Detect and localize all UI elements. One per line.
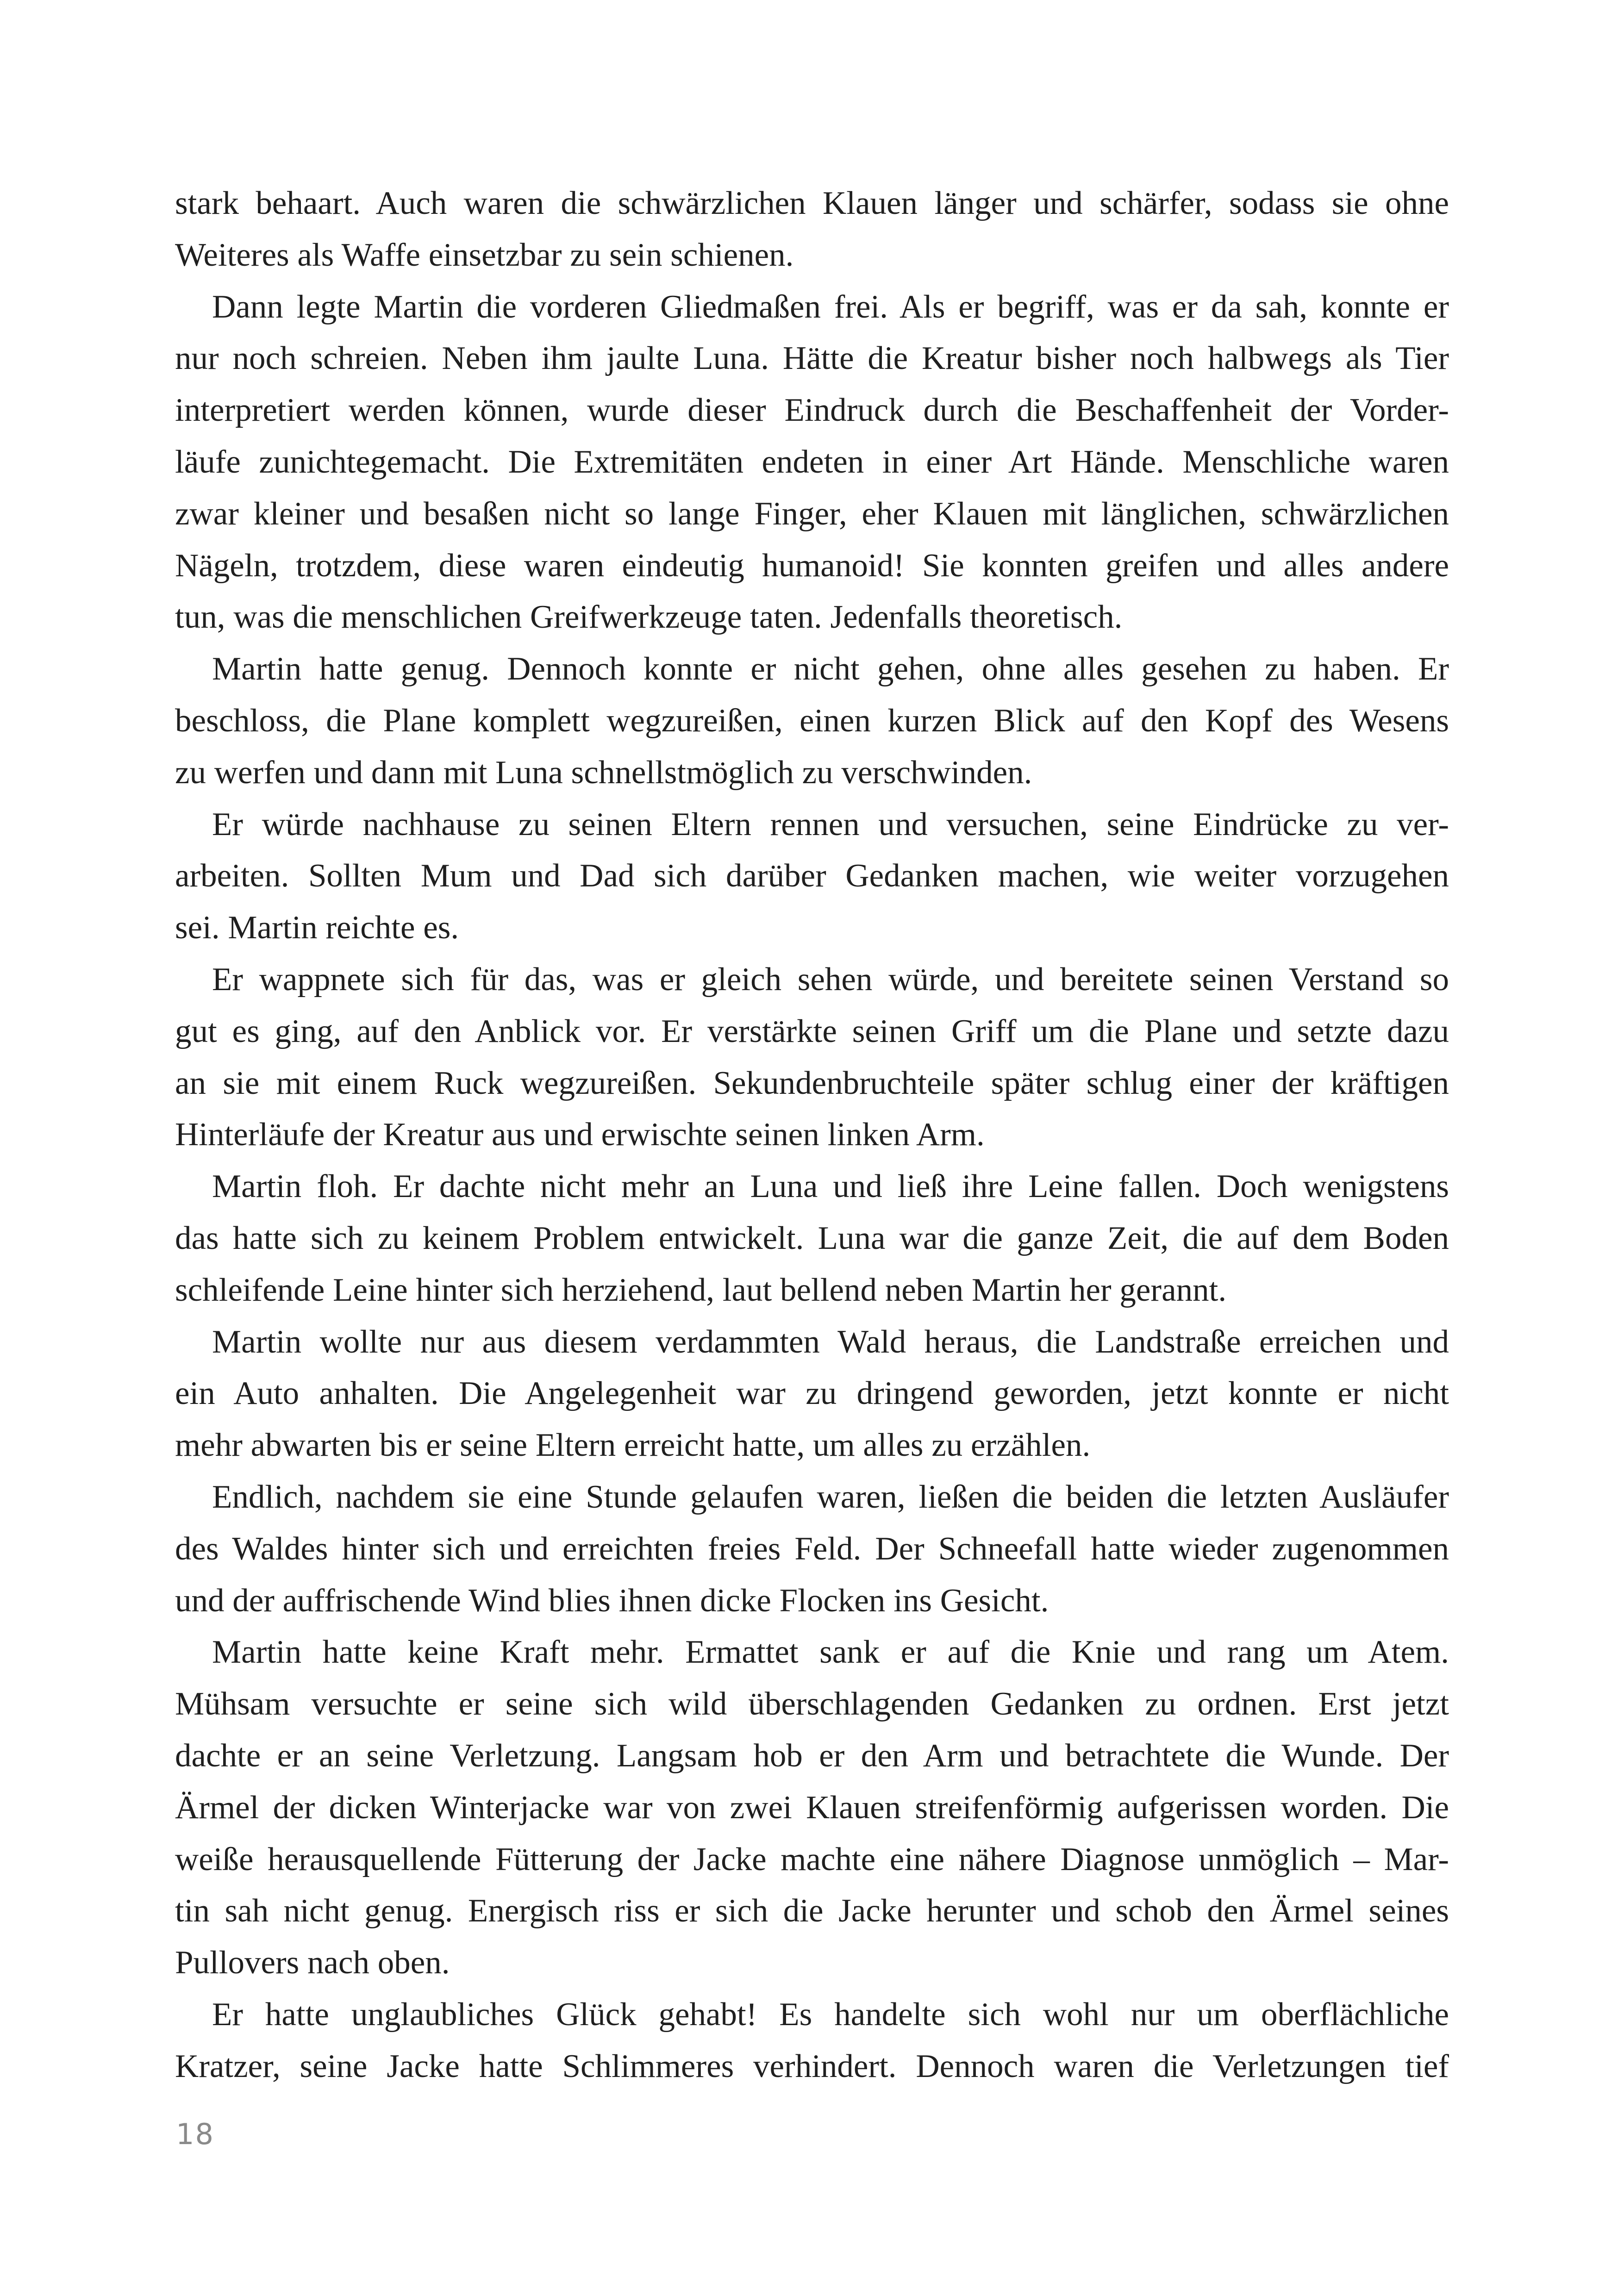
text-line: gut es ging, auf den Anblick vor. Er verstärkte seinen Griff um die Plane und setzte dazu: [175, 1013, 1449, 1049]
text-line: ein Auto anhalten. Die Angelegenheit war zu dringend geworden, jetzt konnte er nicht: [175, 1375, 1449, 1412]
text-line: an sie mit einem Ruck wegzureißen. Sekundenbruchteile später schlug einer der kräftigen: [175, 1065, 1449, 1101]
text-line: Nägeln, trotzdem, diese waren eindeutig humanoid! Sie konnten greifen und alles andere: [175, 547, 1449, 584]
paragraph: [175, 1161, 1449, 1316]
text-line: Weiteres als Waffe einsetzbar zu sein schienen.: [175, 237, 794, 273]
paragraph: [175, 1627, 1449, 1989]
text-line: nur noch schreien. Neben ihm jaulte Luna. Hätte die Kreatur bisher noch halbwegs als Tier: [175, 340, 1449, 377]
paragraph: [175, 643, 1449, 798]
text-line: mehr abwarten bis er seine Eltern erreicht hatte, um alles zu erzählen.: [175, 1427, 1091, 1464]
text-line: Hinterläufe der Kreatur aus und erwischte seinen linken Arm.: [175, 1116, 985, 1153]
text-line: zu werfen und dann mit Luna schnellstmöglich zu verschwinden.: [175, 754, 1032, 791]
text-line: Kratzer, seine Jacke hatte Schlimmeres verhindert. Dennoch waren die Verletzungen tief: [175, 2048, 1449, 2084]
text-line: schleifende Leine hinter sich herziehend, laut bellend neben Martin her gerannt.: [175, 1272, 1227, 1308]
text-line: stark behaart. Auch waren die schwärzlichen Klauen länger und schärfer, sodass sie ohne: [175, 185, 1449, 221]
page-number: 18: [176, 2117, 214, 2151]
text-line: Dann legte Martin die vorderen Gliedmaßen frei. Als er begriff, was er da sah, konnte er: [212, 288, 1449, 325]
text-line: tin sah nicht genug. Energisch riss er sich die Jacke herunter und schob den Ärmel seines: [175, 1893, 1449, 1929]
paragraph: [175, 799, 1449, 954]
text-line: des Waldes hinter sich und erreichten freies Feld. Der Schneefall hatte wieder zugenommen: [175, 1530, 1449, 1567]
text-line: Ärmel der dicken Winterjacke war von zwei Klauen streifenförmig aufgerissen worden. Die: [175, 1789, 1449, 1826]
paragraph: [175, 178, 1449, 281]
text-line: dachte er an seine Verletzung. Langsam hob er den Arm und betrachtete die Wunde. Der: [175, 1737, 1449, 1774]
text-line: Mühsam versuchte er seine sich wild überschlagenden Gedanken zu ordnen. Erst jetzt: [175, 1686, 1449, 1722]
text-line: das hatte sich zu keinem Problem entwickelt. Luna war die ganze Zeit, die auf dem Boden: [175, 1220, 1449, 1256]
text-line: interpretiert werden können, wurde dieser Eindruck durch die Beschaffenheit der Vorder-: [175, 392, 1449, 429]
paragraph: [175, 1472, 1449, 1627]
text-line: tun, was die menschlichen Greifwerkzeuge taten. Jedenfalls theoretisch.: [175, 599, 1123, 636]
text-line: zwar kleiner und besaßen nicht so lange Finger, eher Klauen mit länglichen, schwärzlichen: [175, 495, 1449, 532]
text-line: Er wappnete sich für das, was er gleich sehen würde, und bereitete seinen Verstand so: [212, 961, 1449, 998]
text-line: läufe zunichtegemacht. Die Extremitäten endeten in einer Art Hände. Menschliche waren: [175, 443, 1449, 480]
text-line: beschloss, die Plane komplett wegzureißen, einen kurzen Blick auf den Kopf des Wesens: [175, 702, 1449, 739]
text-line: Er hatte unglaubliches Glück gehabt! Es handelte sich wohl nur um oberflächliche: [212, 1996, 1449, 2033]
paragraph: [175, 954, 1449, 1161]
text-line: Endlich, nachdem sie eine Stunde gelaufen waren, ließen die beiden die letzten Ausläufer: [212, 1478, 1449, 1515]
text-line: weiße herausquellende Fütterung der Jacke machte eine nähere Diagnose unmöglich – Mar-: [175, 1841, 1449, 1877]
text-line: Martin wollte nur aus diesem verdammten Wald heraus, die Landstraße erreichen und: [212, 1323, 1449, 1360]
paragraph: [175, 281, 1449, 644]
text-line: arbeiten. Sollten Mum und Dad sich darüber Gedanken machen, wie weiter vorzugehen: [175, 858, 1449, 894]
paragraph: [175, 1316, 1449, 1472]
paragraph: [175, 1989, 1449, 2093]
text-line: Pullovers nach oben.: [175, 1945, 450, 1981]
text-line: Martin hatte genug. Dennoch konnte er nicht gehen, ohne alles gesehen zu haben. Er: [212, 651, 1449, 687]
text-line: sei. Martin reichte es.: [175, 910, 459, 946]
text-line: Martin hatte keine Kraft mehr. Ermattet sank er auf die Knie und rang um Atem.: [212, 1634, 1449, 1671]
page-body-text: [175, 178, 1449, 2092]
text-line: Er würde nachhause zu seinen Eltern rennen und versuchen, seine Eindrücke zu ver-: [212, 806, 1449, 842]
text-line: Martin floh. Er dachte nicht mehr an Luna und ließ ihre Leine fallen. Doch wenigstens: [212, 1168, 1449, 1205]
text-line: und der auffrischende Wind blies ihnen dicke Flocken ins Gesicht.: [175, 1582, 1049, 1619]
